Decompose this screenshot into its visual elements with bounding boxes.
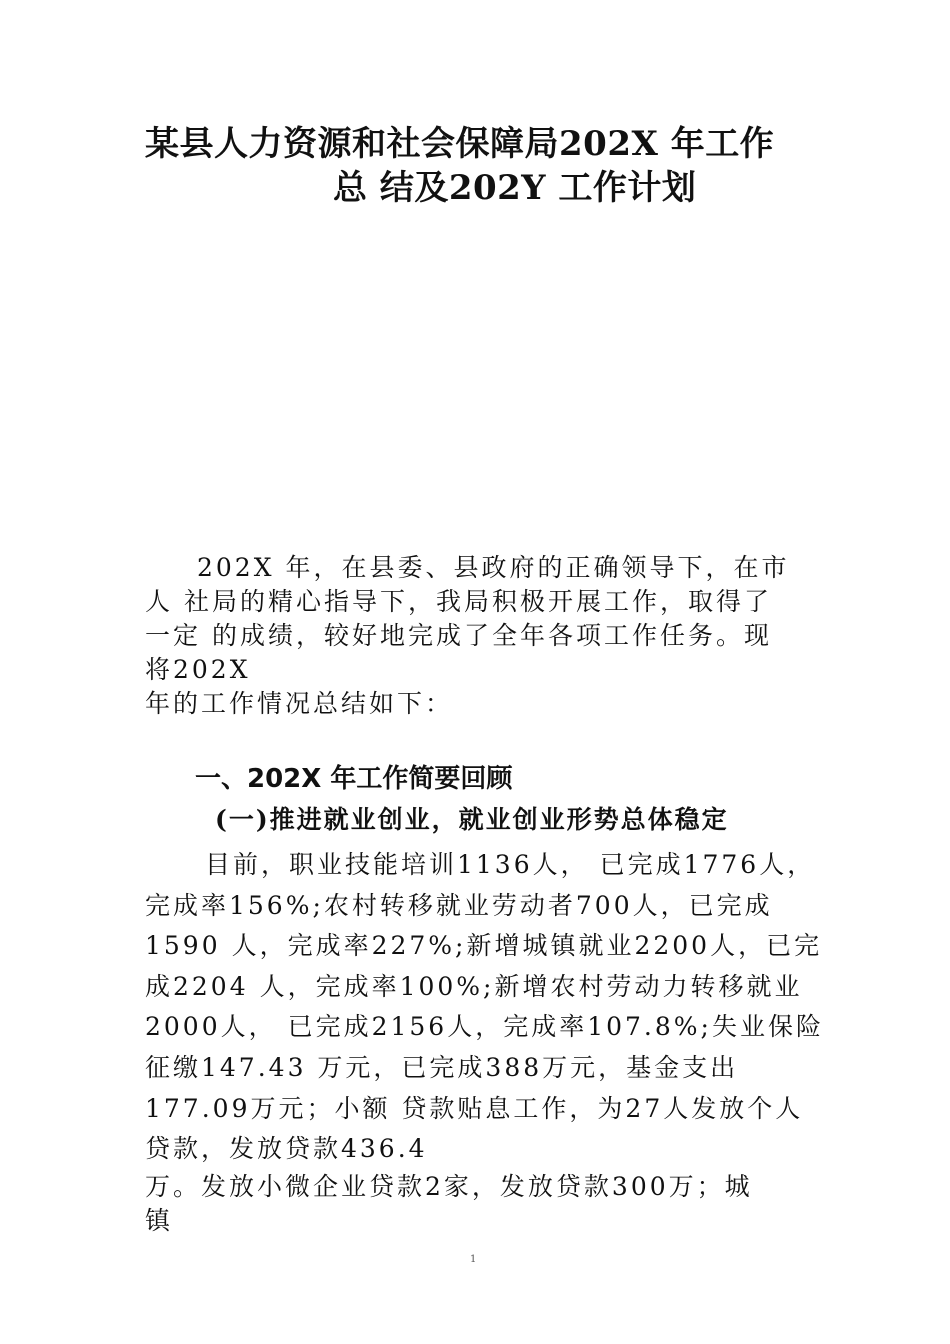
paragraph-line: 177.09万元；小额 贷款贴息工作，为27人发放个人 (145, 1093, 804, 1123)
intro-line: 人 社局的精心指导下，我局积极开展工作，取得了 (145, 587, 772, 616)
paragraph-line: 2000人， 已完成2156人，完成率107.8%;失业保险 (145, 1012, 824, 1042)
page-number: 1 (470, 1254, 477, 1265)
intro-line: 年的工作情况总结如下： (145, 689, 454, 718)
paragraph-line: 成2204 人，完成率100%;新增农村劳动力转移就业 (145, 971, 803, 1001)
paragraph-line: 征缴147.43 万元，已完成388万元，基金支出 (145, 1052, 739, 1082)
title-line-2: 总 结及202Y 工作计划 (333, 168, 697, 208)
section-heading: 一、202X 年工作简要回顾 (195, 764, 513, 794)
paragraph-line: 贷款，发放贷款436.4 (145, 1134, 428, 1164)
document-title (145, 122, 805, 210)
subsection-heading: (一)推进就业创业，就业创业形势总体稳定 (215, 805, 729, 834)
intro-paragraph (145, 551, 789, 721)
paragraph-line: 完成率156%;农村转移就业劳动者700人，已完成 (145, 890, 773, 920)
paragraph-line: 镇 (145, 1205, 174, 1235)
paragraph-line: 万。发放小微企业贷款2家，发放贷款300万；城 (145, 1171, 753, 1201)
intro-line: 将202X (145, 655, 251, 684)
paragraph-line: 目前，职业技能培训1136人， 已完成1776人， (205, 850, 816, 879)
employment-paragraph (145, 845, 824, 1238)
intro-line: 一定 的成绩，较好地完成了全年各项工作任务。现 (145, 621, 772, 650)
paragraph-line: 1590 人，完成率227%;新增城镇就业2200人，已完 (145, 931, 823, 961)
title-line-1: 某县人力资源和社会保障局202X 年工作 (145, 124, 775, 164)
intro-line: 202X 年，在县委、县政府的正确领导下，在市 (197, 553, 790, 582)
